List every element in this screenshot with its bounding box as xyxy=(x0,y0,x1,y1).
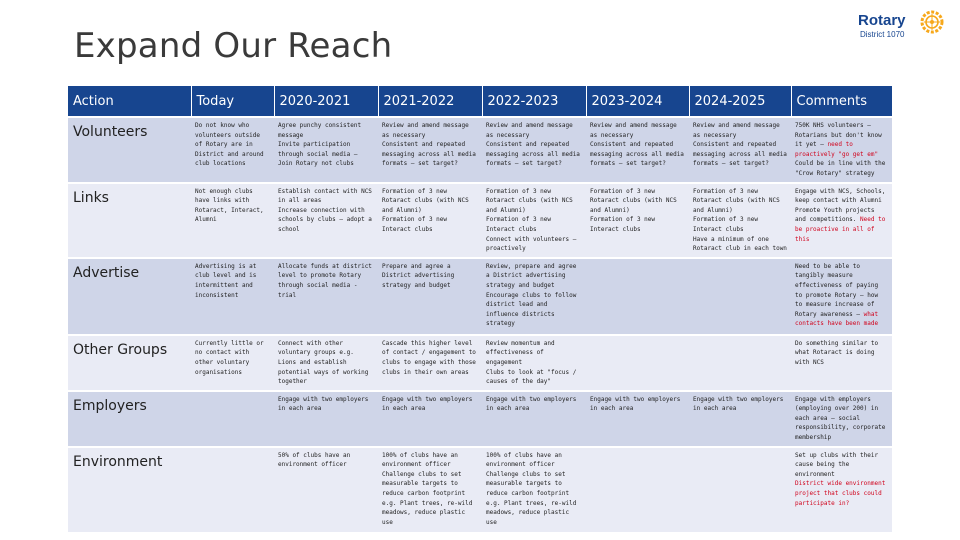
cell-today xyxy=(191,447,274,532)
cell-2020-2021: Agree punchy consistent message Invite participation through social media – Join Rotary not clubs xyxy=(274,117,378,183)
rotary-logo xyxy=(858,10,950,42)
comment-text: Engage with NCS, Schools, keep contact with Alumni Promote Youth projects and competitions. xyxy=(795,187,886,224)
cell-today xyxy=(191,391,274,447)
cell-2024-2025 xyxy=(689,335,791,391)
cell-comments xyxy=(791,117,892,183)
cell-2022-2023: Formation of 3 new Rotaract clubs (with NCS and Alumni) Formation of 3 new Interact clubs Connect with volunteers – proactively xyxy=(482,183,586,258)
row-label: Links xyxy=(68,183,191,258)
cell-comments xyxy=(791,447,892,532)
cell-comments xyxy=(791,183,892,258)
comment-text: Engage with employers (employing over 200) in each area – social responsibility, corporate membership xyxy=(795,395,886,442)
table-row xyxy=(68,117,892,183)
reach-plan-table xyxy=(68,86,893,532)
comment-text: 750K NHS volunteers – Rotarians but don't know it yet – xyxy=(795,122,882,149)
cell-today: Currently little or no contact with other voluntary organisations xyxy=(191,335,274,391)
cell-2023-2024 xyxy=(586,258,689,335)
cell-comments xyxy=(791,335,892,391)
cell-2022-2023: Review momentum and effectiveness of engagement Clubs to look at "focus / causes of the day" xyxy=(482,335,586,391)
slide-title: Expand Our Reach xyxy=(74,26,393,66)
header-2023-2024: 2023-2024 xyxy=(586,86,689,117)
cell-today: Advertising is at club level and is intermittent and inconsistent xyxy=(191,258,274,335)
row-label: Environment xyxy=(68,447,191,532)
cell-2022-2023: Engage with two employers in each area xyxy=(482,391,586,447)
comment-highlight: what contacts have been made xyxy=(795,310,879,328)
cell-2021-2022: Engage with two employers in each area xyxy=(378,391,482,447)
table-row xyxy=(68,391,892,447)
cell-2024-2025 xyxy=(689,258,791,335)
cell-comments xyxy=(791,391,892,447)
cell-2024-2025: Formation of 3 new Rotaract clubs (with NCS and Alumni) Formation of 3 new Interact clubs Have a minimum of one Rotaract club in each town xyxy=(689,183,791,258)
logo-district: District 1070 xyxy=(860,30,905,39)
cell-2021-2022: Prepare and agree a District advertising strategy and budget xyxy=(378,258,482,335)
cell-2022-2023: 100% of clubs have an environment officer Challenge clubs to set measurable targets to reduce carbon footprint e.g. Plant trees, re-wild meadows, reduce plastic use xyxy=(482,447,586,532)
comment-highlight: District wide environment project that clubs could participate in? xyxy=(795,480,886,507)
rotary-wheel-icon xyxy=(920,10,944,34)
comment-tail: Could be in line with the "Crow Rotary" strategy xyxy=(795,160,886,177)
row-label: Volunteers xyxy=(68,117,191,183)
cell-2023-2024: Review and amend message as necessary Consistent and repeated messaging across all media formats – set target? xyxy=(586,117,689,183)
cell-2022-2023: Review and amend message as necessary Consistent and repeated messaging across all media formats – set target? xyxy=(482,117,586,183)
cell-2022-2023: Review, prepare and agree a District advertising strategy and budget Encourage clubs to follow district lead and influence districts strategy xyxy=(482,258,586,335)
cell-2021-2022: Cascade this higher level of contact / engagement to clubs to engage with those clubs in their own areas xyxy=(378,335,482,391)
cell-2023-2024: Formation of 3 new Rotaract clubs (with NCS and Alumni) Formation of 3 new Interact clubs xyxy=(586,183,689,258)
cell-comments xyxy=(791,258,892,335)
cell-today: Do not know who volunteers outside of Rotary are in District and around club locations xyxy=(191,117,274,183)
row-label: Employers xyxy=(68,391,191,447)
row-label: Advertise xyxy=(68,258,191,335)
cell-2020-2021: Establish contact with NCS in all areas Increase connection with schools by clubs – adopt a school xyxy=(274,183,378,258)
table-header-row xyxy=(68,86,892,117)
table-row xyxy=(68,447,892,532)
cell-2020-2021: Connect with other voluntary groups e.g. Lions and establish potential ways of working together xyxy=(274,335,378,391)
cell-2020-2021: Engage with two employers in each area xyxy=(274,391,378,447)
cell-2024-2025 xyxy=(689,447,791,532)
cell-2023-2024 xyxy=(586,335,689,391)
comment-text: Do something similar to what Rotaract is doing with NCS xyxy=(795,339,879,366)
table-row xyxy=(68,183,892,258)
row-label: Other Groups xyxy=(68,335,191,391)
logo-wordmark: Rotary xyxy=(858,12,906,29)
header-comments: Comments xyxy=(791,86,892,117)
header-2024-2025: 2024-2025 xyxy=(689,86,791,117)
cell-2024-2025: Engage with two employers in each area xyxy=(689,391,791,447)
comment-highlight: need to proactively "go get em" xyxy=(795,141,879,158)
table-row xyxy=(68,335,892,391)
header-2022-2023: 2022-2023 xyxy=(482,86,586,117)
header-2020-2021: 2020-2021 xyxy=(274,86,378,117)
cell-2020-2021: Allocate funds at district level to promote Rotary through social media - trial xyxy=(274,258,378,335)
cell-2023-2024 xyxy=(586,447,689,532)
cell-today: Not enough clubs have links with Rotaract, Interact, Alumni xyxy=(191,183,274,258)
cell-2021-2022: Formation of 3 new Rotaract clubs (with NCS and Alumni) Formation of 3 new Interact clubs xyxy=(378,183,482,258)
comment-highlight: Need to be proactive in all of this xyxy=(795,216,886,243)
cell-2024-2025: Review and amend message as necessary Consistent and repeated messaging across all media formats – set target? xyxy=(689,117,791,183)
cell-2021-2022: 100% of clubs have an environment officer Challenge clubs to set measurable targets to reduce carbon footprint e.g. Plant trees, re-wild meadows, reduce plastic use xyxy=(378,447,482,532)
comment-text: Need to be able to tangibly measure effectiveness of paying to promote Rotary – how to measure increase of Rotary awareness – xyxy=(795,262,879,318)
header-today: Today xyxy=(191,86,274,117)
table-row xyxy=(68,258,892,335)
cell-2023-2024: Engage with two employers in each area xyxy=(586,391,689,447)
header-2021-2022: 2021-2022 xyxy=(378,86,482,117)
cell-2021-2022: Review and amend message as necessary Consistent and repeated messaging across all media formats – set target? xyxy=(378,117,482,183)
header-action: Action xyxy=(68,86,191,117)
cell-2020-2021: 50% of clubs have an environment officer xyxy=(274,447,378,532)
comment-text: Set up clubs with their cause being the environment xyxy=(795,451,879,478)
